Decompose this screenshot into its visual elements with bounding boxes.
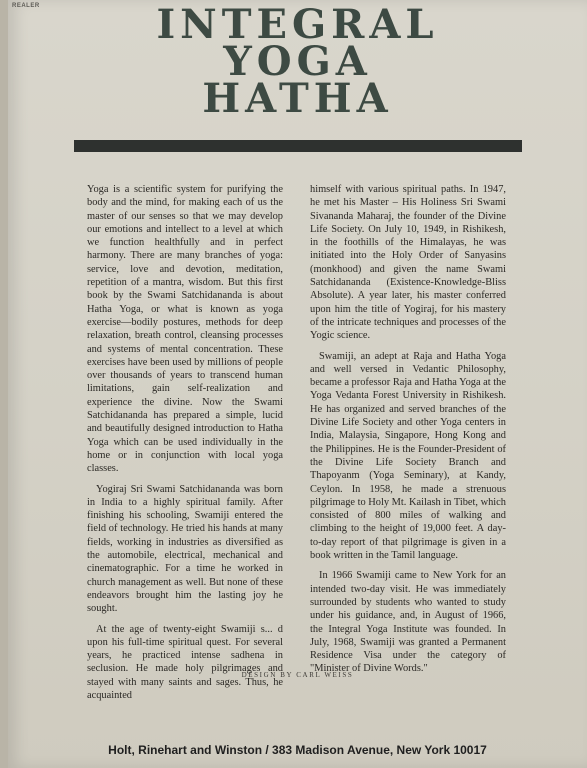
left-text-column bbox=[87, 183, 283, 709]
book-title bbox=[8, 1, 587, 122]
paragraph: In 1966 Swamiji came to New York for an intended two-day visit. He was immediately surrounded by students who wanted to study under his guidance, and, in August of 1966, the Integral Yoga Institute was founded. In July, 1968, Swamiji was granted a Permanent Residence Visa under the category of "Minister of Divine Words." bbox=[310, 570, 506, 675]
title-divider-bar bbox=[74, 140, 522, 152]
paragraph: Swamiji, an adept at Raja and Hatha Yoga and well versed in Vedantic Philosophy, became a professor Raja and Hatha Yoga at the Yoga Vedanta Forest University in Rishikesh. He has organized and served branches of the Divine Life Society and other Yoga centers in India, Malaysia, Singapore, Hong Kong and the Philippines. He is the Founder-President of the Divine Life Society Branch and Thapoyanm (Yoga Seminary), at Kandy, Ceylon. In 1958, he made a strenuous pilgrimage to Holy Mt. Kailash in Tibet, which consisted of 800 miles of walking and climbing to the height of 19,000 feet. A day-to-day report of that pilgrimage is given in a book written in the Tamil language. bbox=[310, 350, 506, 562]
paragraph: At the age of twenty-eight Swamiji s... d upon his full-time spiritual quest. For several years, he practiced intense sadhena in seclusion. He made holy pilgrimages and stayed with many saints and sages. Thus, he acquainted bbox=[87, 623, 283, 701]
right-text-column bbox=[310, 183, 506, 683]
publisher-line: Holt, Rinehart and Winston / 383 Madison Avenue, New York 10017 bbox=[108, 743, 487, 757]
title-line-3: HATHA bbox=[202, 75, 393, 122]
paragraph: Yoga is a scientific system for purifying the body and the mind, for making each of us the master of our senses so that we may develop our emotions and intellect to a level at which we function healthfully and in perfect harmony. There are many branches of yoga: service, love and devotion, meditation, repetition of a mantra, wisdom. But this first book by the Swami Satchidananda is about Hatha Yoga, or what is known as yoga exercise—bodily postures, methods for deep relaxation, breath control, cleansing processes and systems of mental concentration. These exercises have been used by millions of people over thousands of years to transcend human limitations, gain self-realization and experience the divine. Now the Swami Satchidananda has prepared a simple, lucid and beautifully designed introduction to Hatha Yoga which can be used individually in the home or in conjunction with local yoga classes. bbox=[87, 184, 283, 475]
title-line-1: INTEGRAL bbox=[156, 1, 439, 48]
title-line-2: YOGA bbox=[223, 38, 372, 85]
design-credit: DESIGN BY CARL WEISS bbox=[241, 671, 354, 679]
corner-label: REALER bbox=[12, 3, 40, 9]
book-jacket-flap bbox=[8, 0, 587, 768]
paragraph: himself with various spiritual paths. In 1947, he met his Master – His Holiness Sri Swami Sivananda Maharaj, the founder of the Divine Life Society. On July 10, 1949, in Rishikesh, in the foothills of the Himalayas, he was initiated into the Holy Order of Sanyasins (monkhood) and given the name Swami Satchidananda (Existence-Knowledge-Bliss Absolute). A year later, his master conferred upon him the title of Yogiraj, for his mastery of the intricate techniques and processes of the Yogic science. bbox=[310, 184, 506, 342]
paragraph: Yogiraj Sri Swami Satchidananda was born in India to a highly spiritual family. After finishing his schooling, Swamiji entered the field of technology. He tried his hands at many fields, working in industries as diversified as the automobile, electrical, mechanical and cinematographic. For a time he worked in church management as well. But none of these endeavors brought him the lasting joy he sought. bbox=[87, 483, 283, 615]
